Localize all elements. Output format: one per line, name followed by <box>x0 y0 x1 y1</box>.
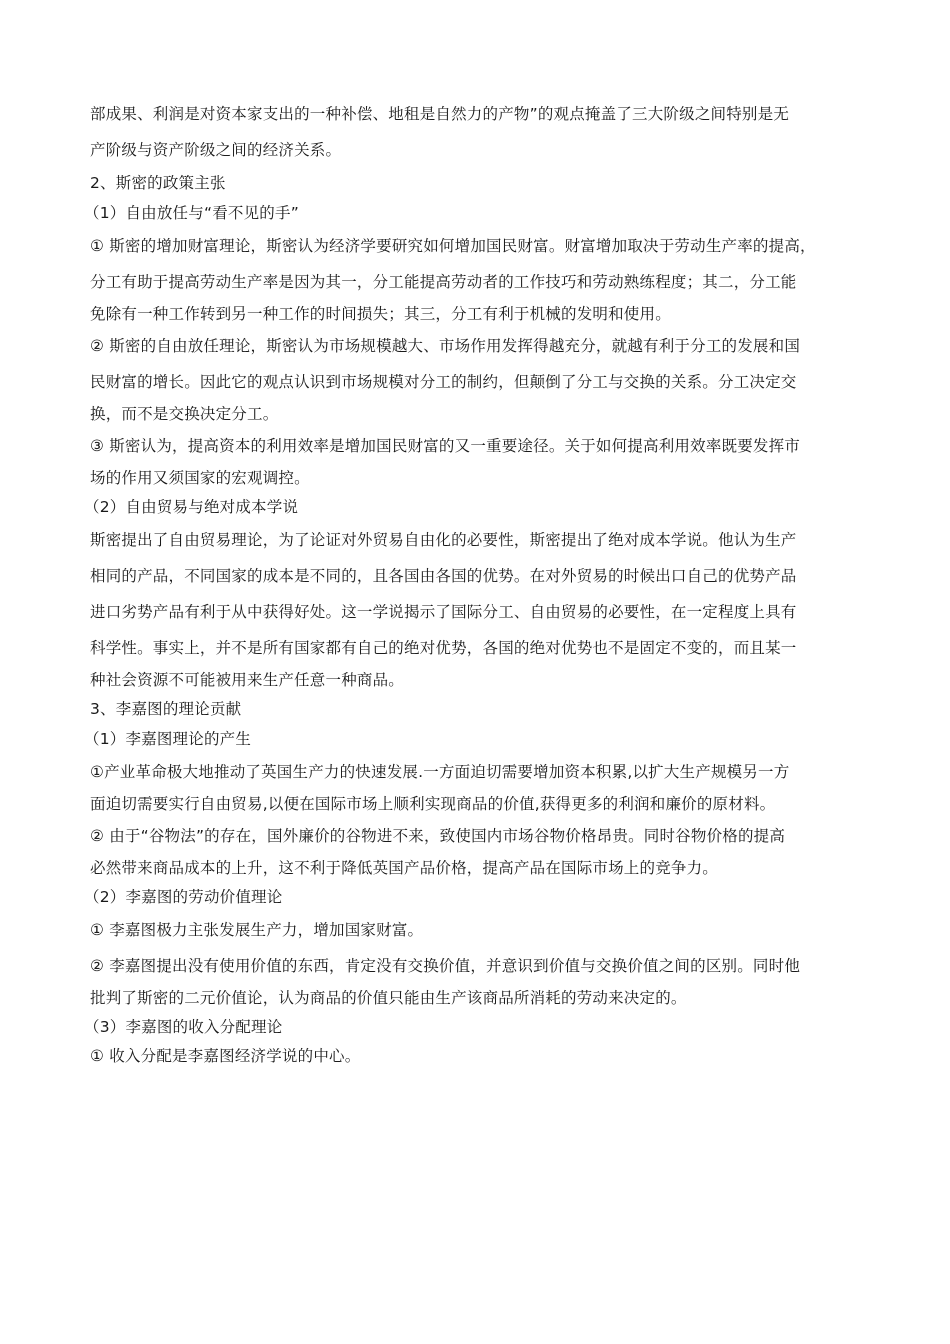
section-heading-2: 2、斯密的政策主张 <box>90 174 226 192</box>
text-line: ② 斯密的自由放任理论，斯密认为市场规模越大、市场作用发挥得越充分，就越有利于分工的发展和国 <box>90 337 801 355</box>
document-body <box>84 96 860 1070</box>
text-line: ② 李嘉图提出没有使用价值的东西，肯定没有交换价值，并意识到价值与交换价值之间的区别。同时他 <box>90 957 801 975</box>
subsection-heading-3-3: （3）李嘉图的收入分配理论 <box>84 1018 283 1036</box>
text-line: 科学性。事实上，并不是所有国家都有自己的绝对优势，各国的绝对优势也不是固定不变的，而且某一 <box>90 639 797 657</box>
text-line: 相同的产品，不同国家的成本是不同的，且各国由各国的优势。在对外贸易的时候出口自己的优势产品 <box>90 567 797 585</box>
text-line: 批判了斯密的二元价值论，认为商品的价值只能由生产该商品所消耗的劳动来决定的。 <box>90 989 687 1007</box>
section-heading-3: 3、李嘉图的理论贡献 <box>90 700 242 718</box>
paragraph-growth-theory <box>90 228 860 328</box>
text-line: 部成果、利润是对资本家支出的一种补偿、地租是自然力的产物”的观点掩盖了三大阶级之间特别是无 <box>90 105 790 123</box>
text-line: 斯密提出了自由贸易理论，为了论证对外贸易自由化的必要性，斯密提出了绝对成本学说。他认为生产 <box>90 531 797 549</box>
subsection-heading-2-2: （2）自由贸易与绝对成本学说 <box>84 498 299 516</box>
subsection-heading-2-1: （1）自由放任与“看不见的手” <box>84 204 299 222</box>
text-line: ③ 斯密认为，提高资本的利用效率是增加国民财富的又一重要途径。关于如何提高利用效率既要发挥市 <box>90 437 801 455</box>
paragraph-industrial-revolution <box>90 754 860 818</box>
paragraph-laissez-faire <box>90 328 860 428</box>
text-line: 产阶级与资产阶级之间的经济关系。 <box>90 141 342 159</box>
paragraph-free-trade <box>90 522 860 694</box>
text-line: 种社会资源不可能被用来生产任意一种商品。 <box>90 671 405 689</box>
text-line: ① 斯密的增加财富理论，斯密认为经济学要研究如何增加国民财富。财富增加取决于劳动生产率的提高， <box>90 237 816 255</box>
text-line: 民财富的增长。因此它的观点认识到市场规模对分工的制约，但颠倒了分工与交换的关系。分工决定交 <box>90 373 797 391</box>
text-line: 换，而不是交换决定分工。 <box>90 405 279 423</box>
paragraph-intro <box>90 96 860 168</box>
subsection-heading-3-2: （2）李嘉图的劳动价值理论 <box>84 888 283 906</box>
subsection-heading-3-1: （1）李嘉图理论的产生 <box>84 730 252 748</box>
text-line: 必然带来商品成本的上升，这不利于降低英国产品价格，提高产品在国际市场上的竞争力。 <box>90 859 719 877</box>
text-line: 面迫切需要实行自由贸易,以便在国际市场上顺利实现商品的价值,获得更多的利润和廉价的原材料。 <box>90 795 776 813</box>
paragraph-capital-efficiency <box>90 428 860 492</box>
text-line: ① 李嘉图极力主张发展生产力，增加国家财富。 <box>90 921 424 939</box>
text-line: 进口劣势产品有利于从中获得好处。这一学说揭示了国际分工、自由贸易的必要性，在一定程度上具有 <box>90 603 797 621</box>
text-line: 场的作用又须国家的宏观调控。 <box>90 469 310 487</box>
text-line: ①产业革命极大地推动了英国生产力的快速发展.一方面迫切需要增加资本积累,以扩大生产规模另一方 <box>90 763 790 781</box>
text-line: ② 由于“谷物法”的存在，国外廉价的谷物进不来，致使国内市场谷物价格昂贵。同时谷物价格的提高 <box>90 827 786 845</box>
text-line: 免除有一种工作转到另一种工作的时间损失；其三，分工有利于机械的发明和使用。 <box>90 305 671 323</box>
paragraph-labor-value <box>90 948 860 1012</box>
text-line: 分工有助于提高劳动生产率是因为其一，分工能提高劳动者的工作技巧和劳动熟练程度；其二，分工能 <box>90 273 797 291</box>
text-line: ① 收入分配是李嘉图经济学说的中心。 <box>90 1047 361 1065</box>
paragraph-corn-laws <box>90 818 860 882</box>
